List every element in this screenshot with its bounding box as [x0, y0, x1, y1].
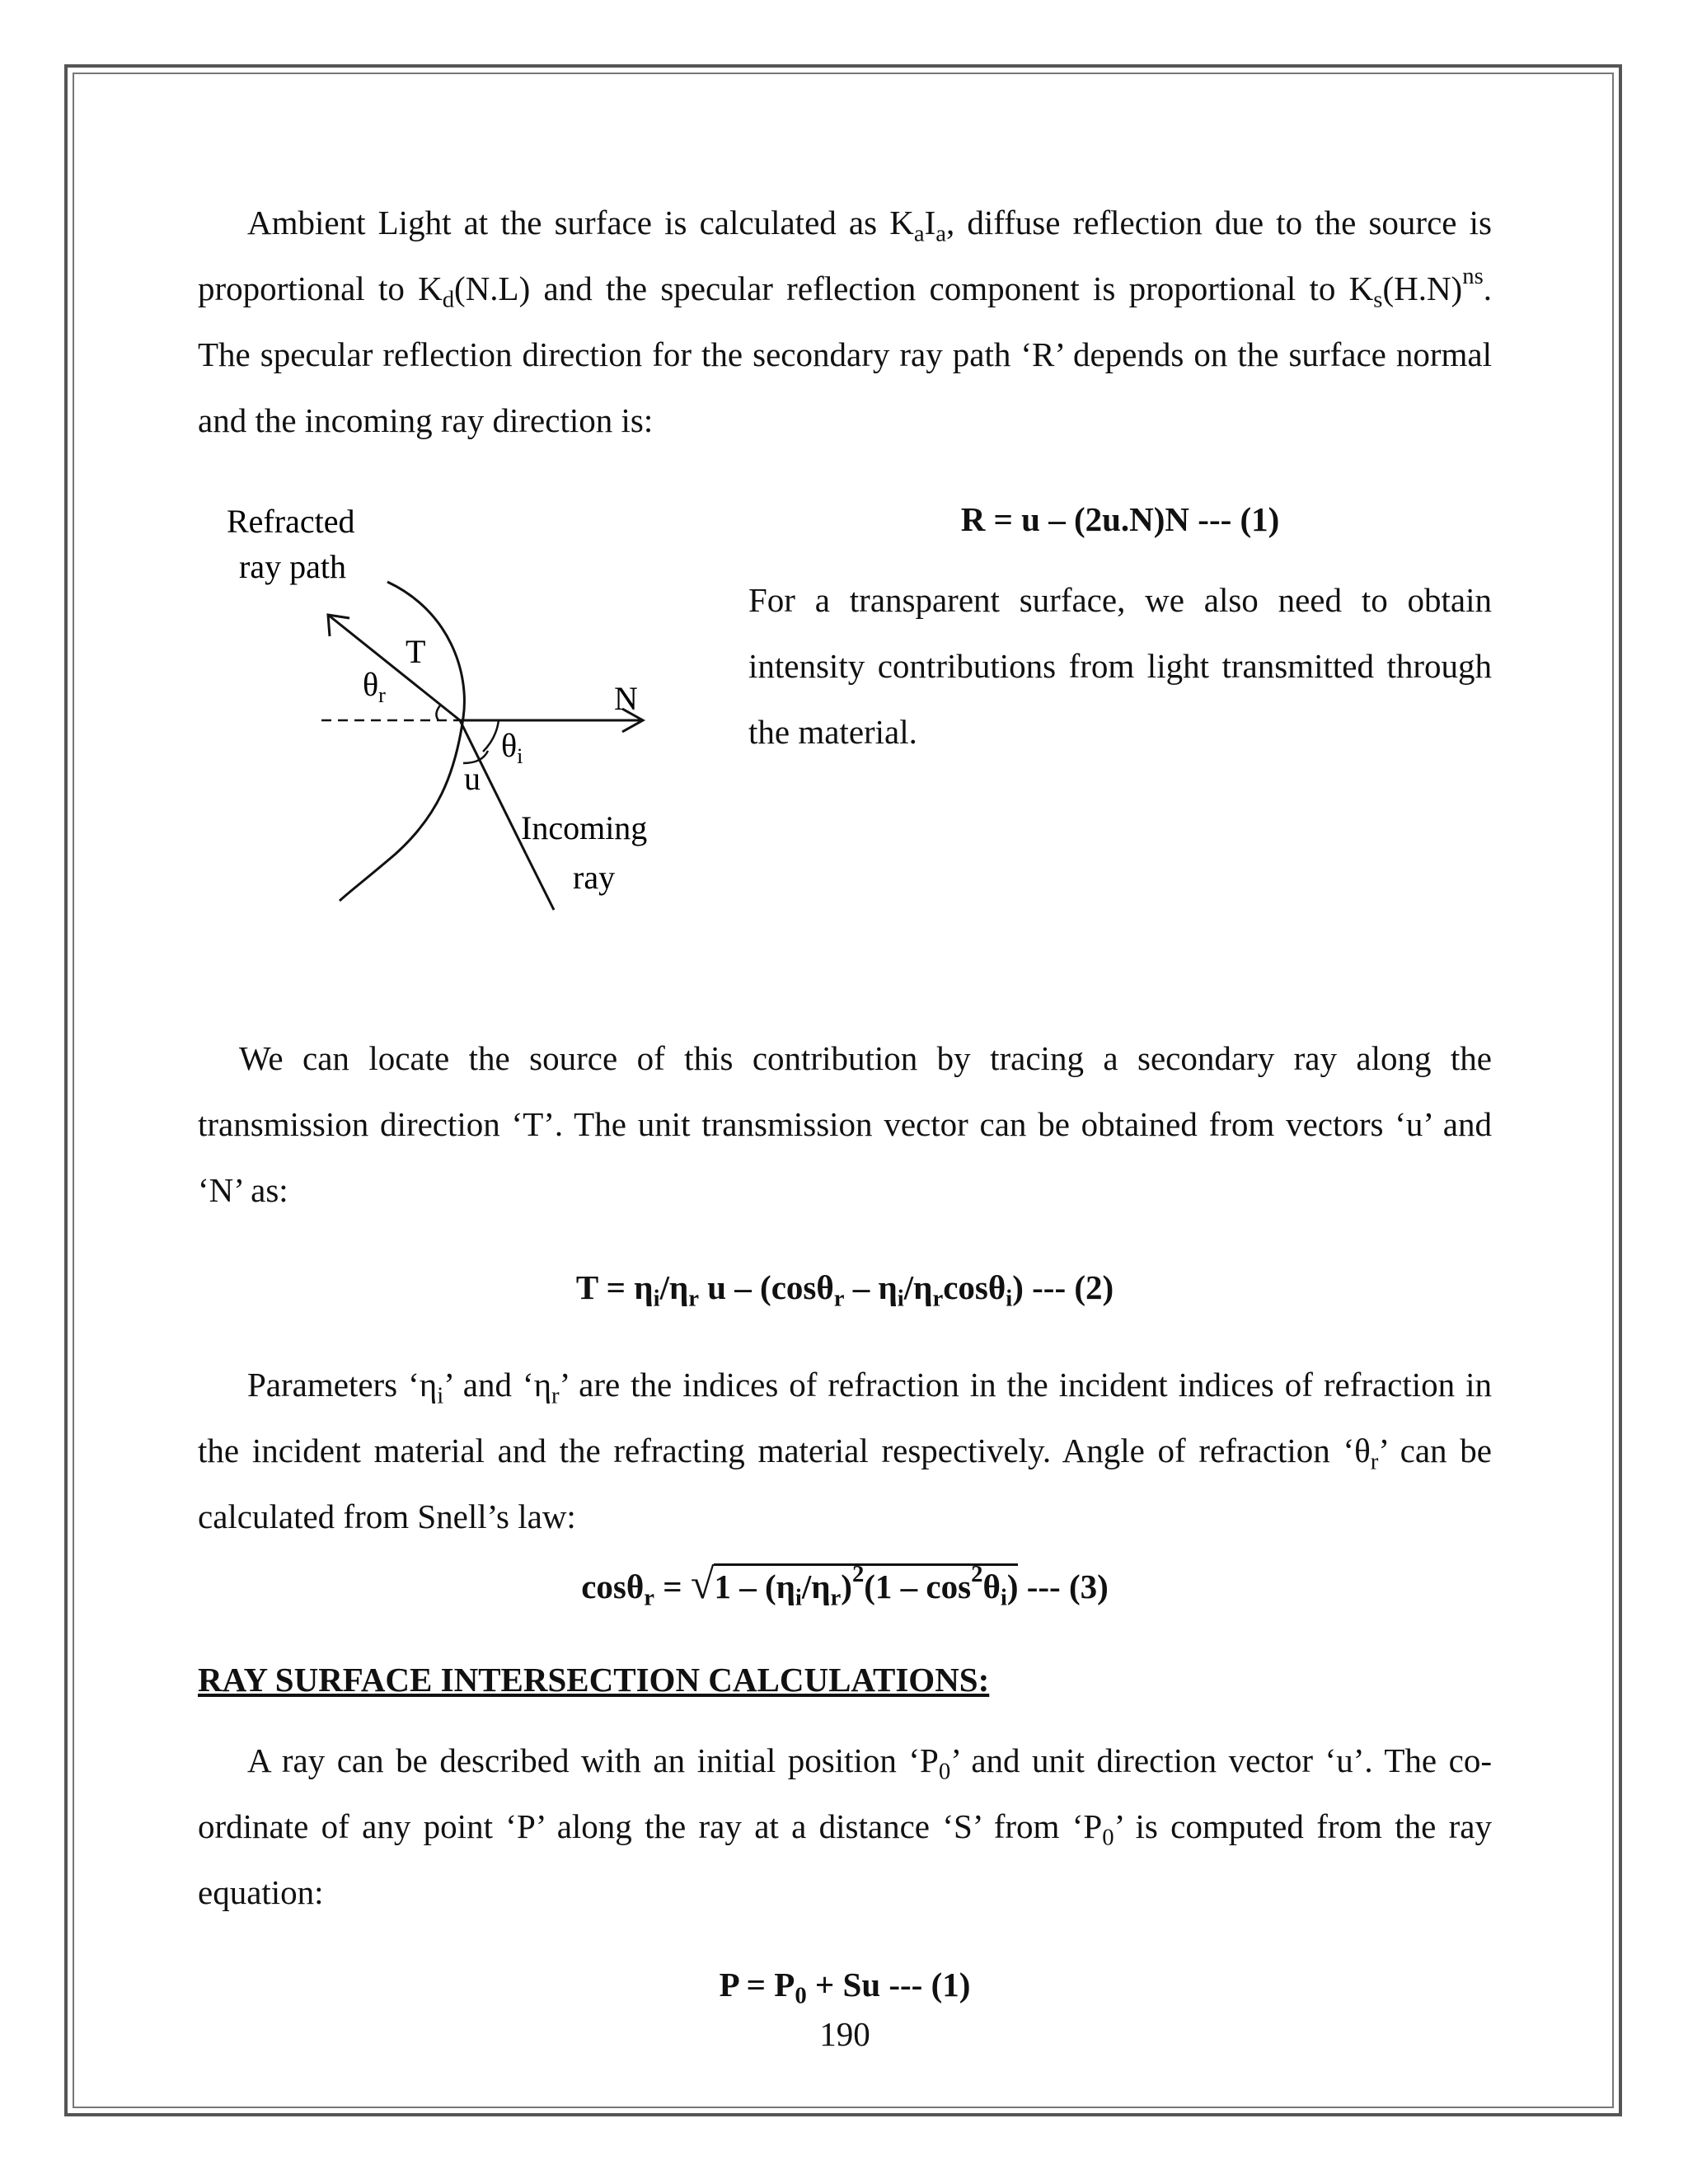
- label-ray-path: ray path: [239, 548, 346, 585]
- page-content: [198, 190, 1492, 2059]
- diagram-side-text: [748, 491, 1492, 765]
- theta-r-arc: [436, 705, 440, 720]
- paragraph-transparent: For a transparent surface, we also need to obtain intensity contributions from light transmitted through the material.: [748, 581, 1492, 751]
- label-u: u: [464, 760, 481, 797]
- theta-i-arc: [483, 720, 499, 752]
- equation-4: $P = P_0 + Su$ --- (1): [719, 1966, 971, 2009]
- paragraph-transmission: We can locate the source of this contribution by tracing a secondary ray along the transmission direction ‘T’. The unit transmission vector can be obtained from vectors ‘u’ and ‘N’ as:: [198, 1039, 1492, 1209]
- label-refracted: Refracted: [227, 503, 355, 540]
- paragraph-parameters: Parameters ‘$\eta_i$’ and ‘$\eta_r$’ are the indices of refraction in the incident indices of refraction in the incident material and the refracting material respectively. Angle of refraction ‘$\theta_r$’ can be calculated from Snell’s law:: [198, 1366, 1493, 1535]
- paragraph-ray-description: A ray can be described with an initial position ‘$P_0$’ and unit direction vector ‘u’. The co-ordinate of any point ‘P’ along the ray at a distance ‘S’ from ‘$P_0$’ is computed from the ray equation:: [198, 1741, 1492, 1911]
- label-ray: ray: [573, 859, 616, 896]
- equation-1: R = u – (2u.N)N --- (1): [960, 500, 1280, 538]
- refraction-diagram: [198, 491, 692, 986]
- equation-3: $\cos\theta_r = √1 - (\eta_i/\eta_r)^2(1 - \cos^2\theta_i)$ --- (3): [581, 1560, 1109, 1611]
- sqrt-radicand: $1 - (\eta_i/\eta_r)^2(1 - \cos^2\theta_i)$: [714, 1560, 1019, 1611]
- sqrt-radical: √: [690, 1561, 715, 1608]
- surface-curve: [340, 582, 464, 901]
- label-theta-i: $\theta_i$: [501, 727, 523, 768]
- diagram-section: [198, 491, 1492, 1019]
- equation-2: $T = \eta_i/\eta_r$ u – $(\cos\theta_r - \eta_i/\eta_r\cos\theta_i)$ --- (2): [575, 1268, 1114, 1312]
- label-N: N: [614, 680, 638, 717]
- label-incoming: Incoming: [521, 809, 648, 846]
- page-number: 190: [819, 2015, 870, 2053]
- section-heading: RAY SURFACE INTERSECTION CALCULATIONS:: [198, 1661, 990, 1699]
- label-T: T: [406, 633, 426, 670]
- incoming-ray-tail: [526, 854, 554, 910]
- refracted-ray-T: [328, 615, 460, 720]
- label-theta-r: $\theta_r$: [363, 666, 386, 707]
- paragraph-ambient-light: Ambient Light at the surface is calculated as $K_aI_a$, diffuse reflection due to the source is proportional to $K_d(N.L)$ and the specular reflection component is proportional to $K_s(H.N)^{ns}$. The specular reflection direction for the secondary ray path ‘R’ depends on the surface normal and the incoming ray direction is:: [198, 204, 1492, 439]
